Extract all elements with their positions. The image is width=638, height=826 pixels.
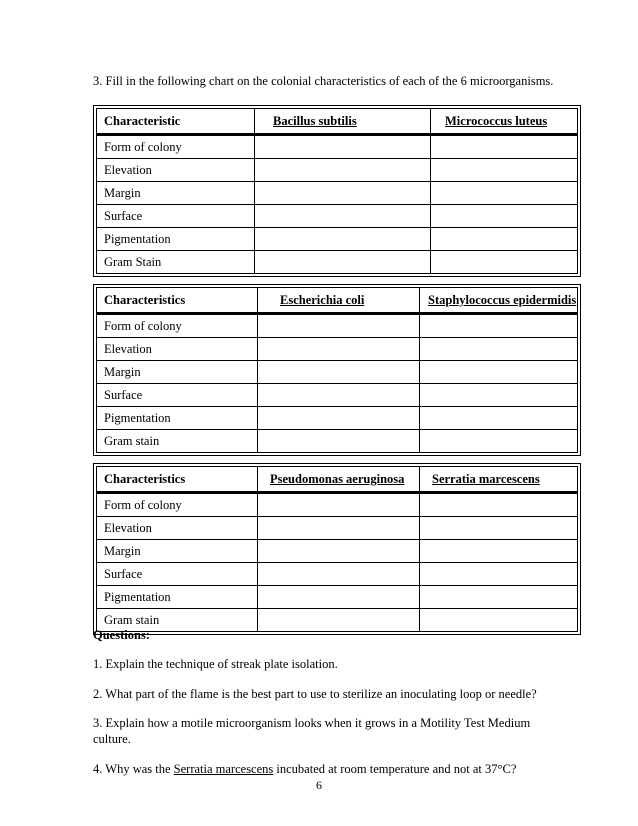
blank-cell[interactable]: [258, 609, 420, 632]
blank-cell[interactable]: [255, 205, 431, 228]
column-header: Characteristics: [97, 467, 258, 493]
blank-cell[interactable]: [258, 430, 420, 453]
table-header-row: [97, 288, 578, 314]
characteristics-table-3: [93, 463, 581, 635]
characteristics-table-1: [93, 105, 581, 277]
row-label: Margin: [97, 361, 258, 384]
row-label: Elevation: [97, 338, 258, 361]
row-label: Margin: [97, 540, 258, 563]
blank-cell[interactable]: [420, 563, 578, 586]
column-header: Pseudomonas aeruginosa: [258, 467, 420, 493]
table-row: [97, 182, 578, 205]
blank-cell[interactable]: [420, 407, 578, 430]
blank-cell[interactable]: [258, 563, 420, 586]
blank-cell[interactable]: [431, 205, 578, 228]
blank-cell[interactable]: [420, 517, 578, 540]
row-label: Surface: [97, 563, 258, 586]
blank-cell[interactable]: [258, 407, 420, 430]
table-header-row: [97, 467, 578, 493]
question-4: [93, 761, 573, 777]
table-row: [97, 135, 578, 159]
instruction-text: 3. Fill in the following chart on the colonial characteristics of each of the 6 microorganisms.: [93, 74, 554, 88]
blank-cell[interactable]: [255, 251, 431, 274]
row-label: Gram stain: [97, 430, 258, 453]
row-label: Form of colony: [97, 314, 258, 338]
blank-cell[interactable]: [255, 135, 431, 159]
blank-cell[interactable]: [431, 228, 578, 251]
table-row: [97, 314, 578, 338]
blank-cell[interactable]: [420, 493, 578, 517]
blank-cell[interactable]: [255, 182, 431, 205]
question-2: 2. What part of the flame is the best part to use to sterilize an inoculating loop or needle?: [93, 687, 537, 701]
column-header: Escherichia coli: [258, 288, 420, 314]
column-header: Bacillus subtilis: [255, 109, 431, 135]
table-row: [97, 251, 578, 274]
blank-cell[interactable]: [420, 384, 578, 407]
blank-cell[interactable]: [431, 135, 578, 159]
table-row: [97, 205, 578, 228]
row-label: Pigmentation: [97, 228, 255, 251]
blank-cell[interactable]: [431, 251, 578, 274]
table-row: [97, 430, 578, 453]
blank-cell[interactable]: [258, 586, 420, 609]
question-1: 1. Explain the technique of streak plate isolation.: [93, 657, 338, 671]
blank-cell[interactable]: [420, 586, 578, 609]
row-label: Surface: [97, 205, 255, 228]
table-row: [97, 407, 578, 430]
table-row: [97, 609, 578, 632]
table-row: [97, 586, 578, 609]
table-header-row: [97, 109, 578, 135]
blank-cell[interactable]: [255, 159, 431, 182]
blank-cell[interactable]: [258, 314, 420, 338]
row-label: Elevation: [97, 517, 258, 540]
question-3: 3. Explain how a motile microorganism looks when it grows in a Motility Test Medium culture.: [93, 716, 531, 746]
row-label: Pigmentation: [97, 407, 258, 430]
blank-cell[interactable]: [420, 609, 578, 632]
organism-name: Serratia marcescens: [173, 762, 274, 776]
row-label: Form of colony: [97, 135, 255, 159]
blank-cell[interactable]: [431, 159, 578, 182]
blank-cell[interactable]: [258, 493, 420, 517]
questions-heading: Questions:: [93, 628, 150, 642]
table-row: [97, 517, 578, 540]
row-label: Gram Stain: [97, 251, 255, 274]
column-header: Staphylococcus epidermidis: [420, 288, 578, 314]
blank-cell[interactable]: [420, 430, 578, 453]
characteristics-table-2: [93, 284, 581, 456]
column-header: Characteristic: [97, 109, 255, 135]
blank-cell[interactable]: [258, 517, 420, 540]
blank-cell[interactable]: [255, 228, 431, 251]
table-row: [97, 540, 578, 563]
blank-cell[interactable]: [420, 361, 578, 384]
row-label: Elevation: [97, 159, 255, 182]
blank-cell[interactable]: [431, 182, 578, 205]
blank-cell[interactable]: [258, 338, 420, 361]
row-label: Margin: [97, 182, 255, 205]
row-label: Form of colony: [97, 493, 258, 517]
blank-cell[interactable]: [420, 314, 578, 338]
table-row: [97, 159, 578, 182]
table-row: [97, 493, 578, 517]
row-label: Surface: [97, 384, 258, 407]
table-row: [97, 338, 578, 361]
row-label: Pigmentation: [97, 586, 258, 609]
table-row: [97, 228, 578, 251]
blank-cell[interactable]: [420, 540, 578, 563]
blank-cell[interactable]: [258, 384, 420, 407]
table-row: [97, 361, 578, 384]
page-number: 6: [316, 778, 322, 792]
blank-cell[interactable]: [258, 540, 420, 563]
table-row: [97, 384, 578, 407]
column-header: Micrococcus luteus: [431, 109, 578, 135]
blank-cell[interactable]: [420, 338, 578, 361]
table-row: [97, 563, 578, 586]
column-header: Characteristics: [97, 288, 258, 314]
blank-cell[interactable]: [258, 361, 420, 384]
column-header: Serratia marcescens: [420, 467, 578, 493]
question-4-prefix: 4. Why was the: [93, 762, 174, 776]
question-4-suffix: incubated at room temperature and not at 37°C?: [273, 762, 517, 776]
row-label: Gram stain: [97, 609, 258, 632]
